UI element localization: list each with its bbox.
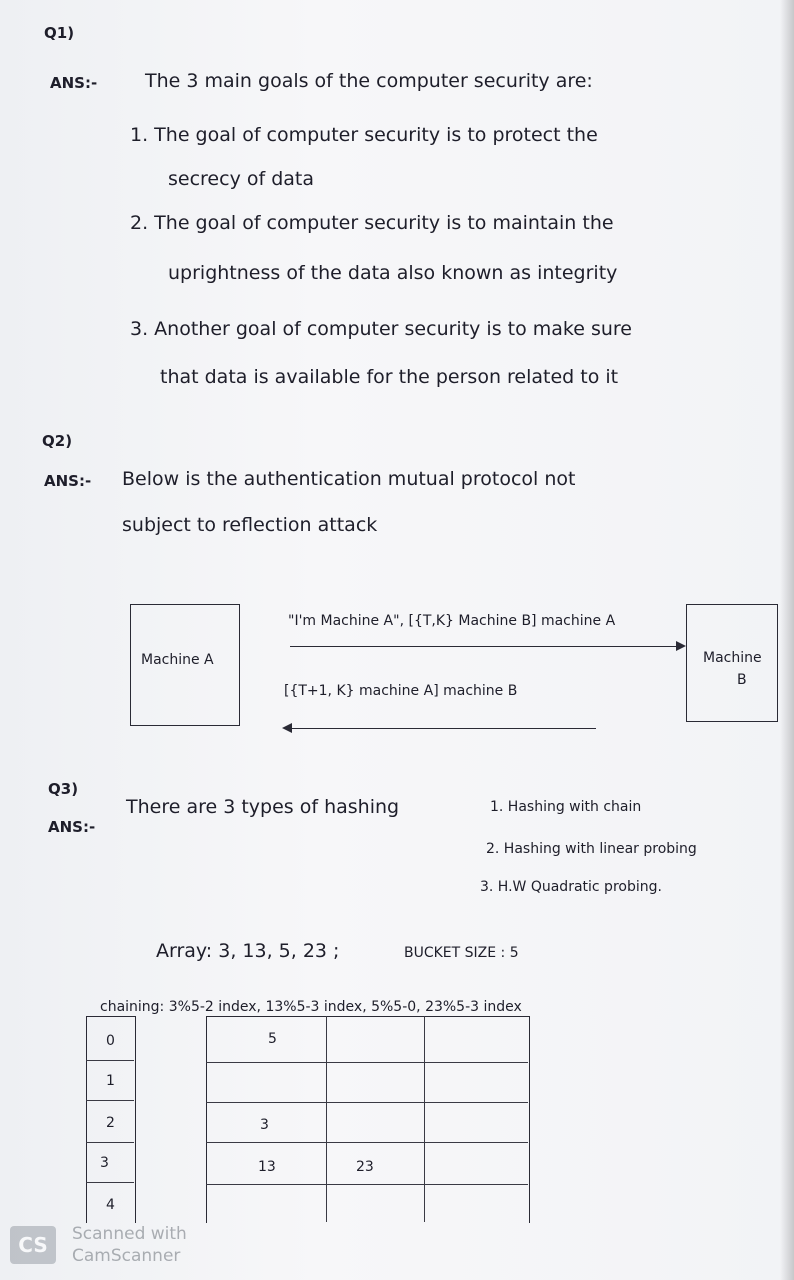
index-divider <box>86 1060 134 1061</box>
q3-ans-label: ANS:- <box>48 818 96 836</box>
bucket-3-value-1: 13 <box>258 1159 276 1175</box>
index-divider <box>86 1100 134 1101</box>
q2-line2: subject to reflection attack <box>122 514 378 536</box>
index-divider <box>86 1142 134 1143</box>
q1-point-1-line1: 1. The goal of computer security is to protect the <box>130 124 598 146</box>
index-divider <box>86 1182 134 1183</box>
hashing-type-2: 2. Hashing with linear probing <box>486 841 697 857</box>
hashing-type-1: 1. Hashing with chain <box>490 799 642 815</box>
bucket-area <box>206 1016 530 1223</box>
watermark-line1: Scanned with <box>72 1224 187 1244</box>
message-2: [{T+1, K} machine A] machine B <box>284 683 518 699</box>
bucket-2-value-1: 3 <box>260 1117 269 1133</box>
q1-point-1-line2: secrecy of data <box>168 168 314 190</box>
bucket-divider <box>206 1102 528 1103</box>
machine-b-box <box>686 604 778 722</box>
camscanner-watermark <box>10 1222 240 1272</box>
bucket-divider <box>206 1184 528 1185</box>
machine-b-label-line1: Machine <box>703 650 762 666</box>
q1-point-3-line2: that data is available for the person related to it <box>160 366 619 388</box>
bucket-3-value-2: 23 <box>356 1159 374 1175</box>
page-edge-shadow <box>780 0 794 1280</box>
q1-point-3-line1: 3. Another goal of computer security is to make sure <box>130 318 632 340</box>
machine-a-label: Machine A <box>141 652 214 668</box>
q1-point-2-line1: 2. The goal of computer security is to maintain the <box>130 212 614 234</box>
arrow-a-to-b <box>290 646 684 647</box>
q2-label: Q2) <box>42 432 73 450</box>
bucket-divider <box>206 1062 528 1063</box>
q2-line1: Below is the authentication mutual protocol not <box>122 468 576 490</box>
array-line: Array: 3, 13, 5, 23 ; <box>156 940 340 962</box>
q2-ans-label: ANS:- <box>44 472 92 490</box>
index-cell-1: 1 <box>106 1073 115 1089</box>
bucket-col-divider <box>424 1016 425 1222</box>
q1-point-2-line2: uprightness of the data also known as integrity <box>168 262 618 284</box>
q1-ans-label: ANS:- <box>50 74 98 92</box>
bucket-divider <box>206 1142 528 1143</box>
chaining-line: chaining: 3%5-2 index, 13%5-3 index, 5%5-0, 23%5-3 index <box>100 999 522 1015</box>
index-cell-4: 4 <box>106 1197 115 1213</box>
index-cell-0: 0 <box>106 1033 115 1049</box>
machine-a-box <box>130 604 240 726</box>
q3-intro: There are 3 types of hashing <box>126 796 400 818</box>
bucket-0-value-1: 5 <box>268 1031 277 1047</box>
hashing-type-3: 3. H.W Quadratic probing. <box>480 879 662 895</box>
message-1: "I'm Machine A", [{T,K} Machine B] machine A <box>288 613 616 629</box>
index-cell-2: 2 <box>106 1115 115 1131</box>
index-cell-3: 3 <box>100 1155 109 1171</box>
bucket-col-divider <box>326 1016 327 1222</box>
bucket-size-line: BUCKET SIZE : 5 <box>404 945 519 961</box>
q1-label: Q1) <box>44 24 75 42</box>
machine-b-label-line2: B <box>737 672 747 688</box>
q1-intro: The 3 main goals of the computer security are: <box>145 70 593 92</box>
camscanner-logo: CS <box>10 1226 56 1264</box>
watermark-line2: CamScanner <box>72 1246 181 1266</box>
arrow-b-to-a <box>284 728 596 729</box>
q3-label: Q3) <box>48 780 79 798</box>
